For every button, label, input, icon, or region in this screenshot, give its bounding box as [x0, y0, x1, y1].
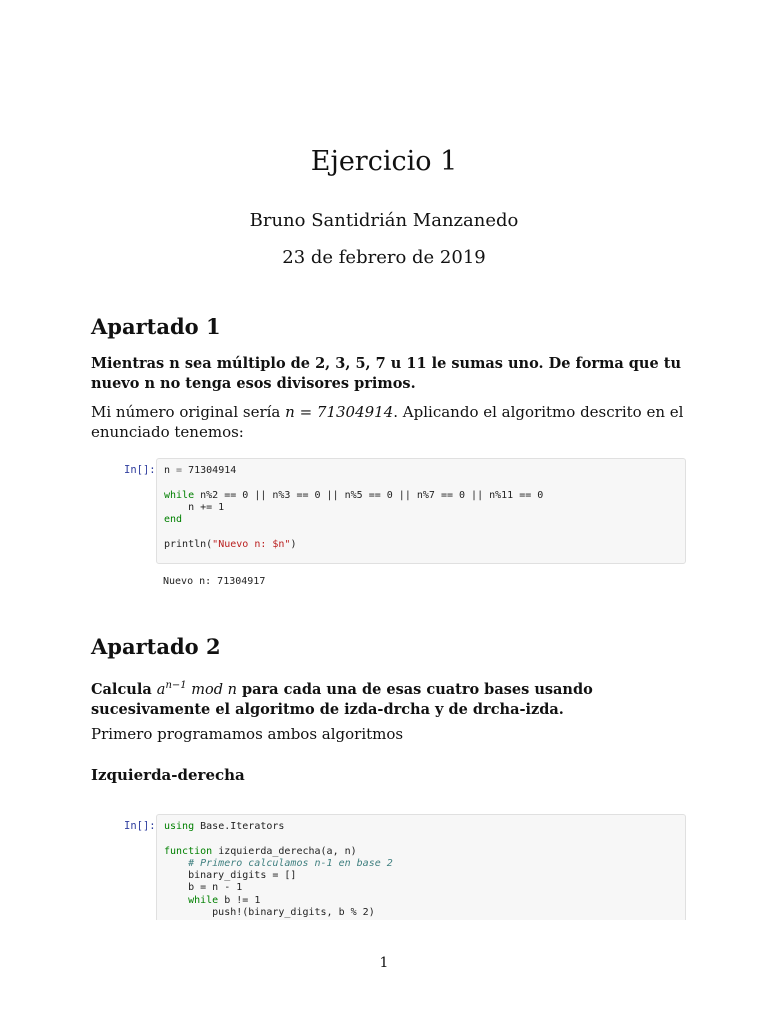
section1-text-before: Mi número original sería — [91, 403, 286, 421]
code-cell[interactable] — [156, 458, 686, 564]
code-line: println("Nuevo n: $n") — [164, 538, 297, 550]
section-heading-apartado-1: Apartado 1 — [91, 314, 221, 339]
document-author: Bruno Santidrián Manzanedo — [249, 210, 519, 231]
cell-prompt: In[]: — [124, 820, 156, 832]
code-line: while b != 1 — [188, 894, 261, 906]
section2-math: $a^{n-1}$ mod n — [156, 680, 237, 698]
section1-text-after: . Aplicando el algoritmo descrito en el enunciado tenemos: — [91, 403, 684, 441]
page-number: 1 — [379, 955, 389, 971]
code-line: n = 71304914 — [164, 465, 237, 476]
document-title: Ejercicio 1 — [310, 146, 458, 177]
section2-statement: Calcula $a^{n-1}$ mod n para cada una de esas cuatro bases usando sucesivamente el algoritmo de izda-drcha y de drcha-izda. — [91, 680, 593, 718]
section1-paragraph — [91, 402, 691, 442]
code-comment: # Primero calculamos n-1 en base 2 — [164, 857, 393, 869]
section1-math: n = 71304914 — [285, 403, 394, 421]
code-line: b = n - 1 — [164, 882, 243, 894]
document-date: 23 de febrero de 2019 — [282, 247, 486, 268]
section2-intro: Primero programamos ambos algoritmos — [91, 725, 404, 743]
cell-prompt: In[]: — [124, 464, 156, 476]
code-line: binary_digits = [] — [164, 870, 297, 882]
code-line: function izquierda_derecha(a, n) — [164, 845, 357, 857]
subheading-izquierda-derecha: Izquierda-derecha — [91, 766, 245, 784]
code-line: while n%2 == 0 || n%3 == 0 || n%5 == 0 || n%7 == 0 || n%11 == 0 — [164, 489, 544, 501]
code-line: n += 1 — [164, 501, 225, 513]
cell-output: Nuevo n: 71304917 — [163, 576, 266, 587]
code-line: end — [164, 514, 183, 526]
code-line: push!(binary_digits, b % 2) — [164, 907, 375, 919]
section1-statement: Mientras n sea múltiplo de 2, 3, 5, 7 u 11 le sumas uno. De forma que tu nuevo n no tenga esos divisores primos. — [91, 355, 681, 392]
code-line: using Base.Iterators — [164, 821, 285, 832]
code-cell[interactable] — [156, 814, 686, 920]
section-heading-apartado-2: Apartado 2 — [91, 634, 221, 659]
